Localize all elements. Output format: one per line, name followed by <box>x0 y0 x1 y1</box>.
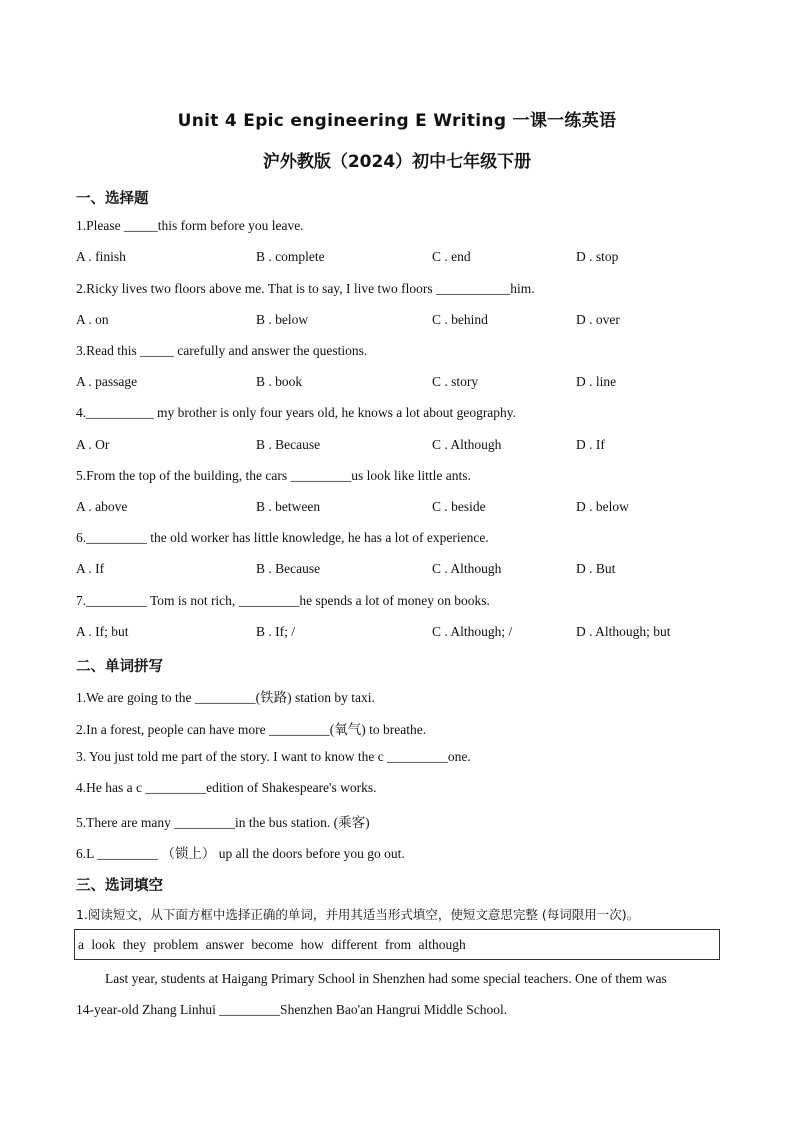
spelling-item: 1.We are going to the _________(铁路) station by taxi. <box>76 690 375 705</box>
option-d: D . stop <box>576 249 619 264</box>
option-d: D . Although; but <box>576 624 671 639</box>
option-b: B . between <box>256 499 321 514</box>
spelling-item: 2.In a forest, people can have more _________(氧气) to breathe. <box>76 722 427 737</box>
option-c: C . Although <box>432 437 502 452</box>
option-b: B . If; / <box>256 624 295 639</box>
passage-line: Last year, students at Haigang Primary School in Shenzhen had some special teachers. One of them was <box>105 971 667 986</box>
spelling-item: 3. You just told me part of the story. I want to know the c _________one. <box>76 749 471 764</box>
option-a: A . Or <box>76 437 110 452</box>
option-d: D . over <box>576 312 620 327</box>
option-a: A . passage <box>76 374 138 389</box>
spelling-item: 4.He has a c _________edition of Shakespeare's works. <box>76 780 377 795</box>
option-c: C . beside <box>432 499 486 514</box>
option-c: C . Although; / <box>432 624 513 639</box>
question-stem: 4.__________ my brother is only four years old, he knows a lot about geography. <box>76 405 517 420</box>
passage-line: 14-year-old Zhang Linhui _________Shenzhen Bao'an Hangrui Middle School. <box>76 1002 508 1017</box>
option-a: A . on <box>76 312 109 327</box>
option-a: A . above <box>76 499 128 514</box>
option-c: C . end <box>432 249 471 264</box>
question-stem: 6._________ the old worker has little knowledge, he has a lot of experience. <box>76 530 489 545</box>
option-a: A . If <box>76 561 105 576</box>
option-a: A . finish <box>76 249 126 264</box>
question-stem: 3.Read this _____ carefully and answer the questions. <box>76 343 368 358</box>
option-d: D . line <box>576 374 617 389</box>
option-b: B . Because <box>256 437 321 452</box>
document-subtitle: 沪外教版（2024）初中七年级下册 <box>262 152 532 172</box>
document-title: Unit 4 Epic engineering E Writing 一课一练英语 <box>177 111 617 131</box>
option-d: D . But <box>576 561 616 576</box>
option-b: B . below <box>256 312 309 327</box>
option-b: B . complete <box>256 249 325 264</box>
instruction-text: 1.阅读短文，从下面方框中选择正确的单词，并用其适当形式填空，使短文意思完整 (每词限用一次)。 <box>76 907 640 922</box>
word-box: a look they problem answer become how different from although <box>74 929 720 960</box>
section-heading-spelling: 二、单词拼写 <box>76 659 163 675</box>
option-d: D . If <box>576 437 605 452</box>
option-c: C . Although <box>432 561 502 576</box>
question-stem: 5.From the top of the building, the cars _________us look like little ants. <box>76 468 471 483</box>
option-c: C . story <box>432 374 479 389</box>
option-c: C . behind <box>432 312 488 327</box>
option-a: A . If; but <box>76 624 129 639</box>
option-d: D . below <box>576 499 629 514</box>
question-stem: 7._________ Tom is not rich, _________he spends a lot of money on books. <box>76 593 490 608</box>
section-heading-choice: 一、选择题 <box>76 191 149 207</box>
section-heading-fill-in: 三、选词填空 <box>76 878 163 894</box>
question-stem: 1.Please _____this form before you leave. <box>76 218 304 233</box>
option-b: B . Because <box>256 561 321 576</box>
option-b: B . book <box>256 374 303 389</box>
spelling-item: 5.There are many _________in the bus station. (乘客) <box>76 815 370 830</box>
spelling-item: 6.L _________ （锁上） up all the doors before you go out. <box>76 846 405 861</box>
question-stem: 2.Ricky lives two floors above me. That is to say, I live two floors ___________him. <box>76 281 535 296</box>
